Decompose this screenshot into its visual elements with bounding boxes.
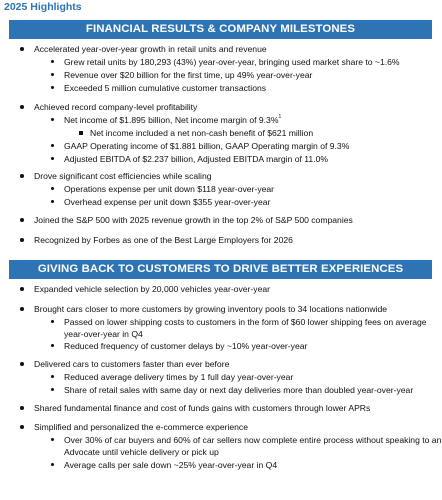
bullet-faster-delivery: Delivered cars to customers faster than ever before <box>34 359 230 369</box>
page-title: 2025 Highlights <box>4 1 82 13</box>
section-banner-customers: GIVING BACK TO CUSTOMERS TO DRIVE BETTER EXPERIENCES <box>9 260 432 279</box>
net-income-text: Net income of $1.895 billion, Net income margin of 9.3% <box>64 115 279 125</box>
subbullet-self-serve-cont: Advocate until vehicle delivery or pick up <box>64 447 219 457</box>
footnote-marker: 1 <box>278 114 282 120</box>
bullet-inventory-pools: Brought cars closer to more customers by growing inventory pools to 34 locations nationwide <box>34 304 387 314</box>
subbullet-calls-per-sale: Average calls per sale down ~25% year-over-year in Q4 <box>64 460 278 470</box>
subbullet-transactions: Exceeded 5 million cumulative customer transactions <box>64 83 267 93</box>
bullet-vehicle-selection: Expanded vehicle selection by 20,000 vehicles year-over-year <box>34 284 270 294</box>
subbullet-delivery-times: Reduced average delivery times by 1 full day year-over-year <box>64 372 294 382</box>
section-banner-financial: FINANCIAL RESULTS & COMPANY MILESTONES <box>9 20 432 39</box>
bullet-cost-efficiencies: Drove significant cost efficiencies while scaling <box>34 171 212 181</box>
subsubbullet-non-cash: Net income included a net non-cash benefit of $621 million <box>90 128 314 138</box>
subbullet-retail-units: Grew retail units by 180,293 (43%) year-over-year, bringing used market share to ~1.6% <box>64 57 400 67</box>
bullet-growth: Accelerated year-over-year growth in retail units and revenue <box>34 44 267 54</box>
subbullet-self-serve: Over 30% of car buyers and 60% of car sellers now complete entire process without speaking to an <box>64 435 442 445</box>
subbullet-operating-income: GAAP Operating income of $1.881 billion, GAAP Operating margin of 9.3% <box>64 141 350 151</box>
subbullet-overhead-expense: Overhead expense per unit down $355 year-over-year <box>64 197 271 207</box>
subbullet-revenue: Revenue over $20 billion for the first time, up 49% year-over-year <box>64 70 313 80</box>
bullet-forbes: Recognized by Forbes as one of the Best Large Employers for 2026 <box>34 235 293 245</box>
subbullet-shipping-fees: Passed on lower shipping costs to customers in the form of $60 lower shipping fees on average <box>64 317 427 327</box>
subbullet-adjusted-ebitda: Adjusted EBITDA of $2.237 billion, Adjusted EBITDA margin of 11.0% <box>64 154 329 164</box>
subbullet-operations-expense: Operations expense per unit down $118 year-over-year <box>64 184 275 194</box>
bullet-lower-aprs: Shared fundamental finance and cost of funds gains with customers through lower APRs <box>34 403 371 413</box>
bullet-sp500: Joined the S&P 500 with 2025 revenue growth in the top 2% of S&P 500 companies <box>34 215 353 225</box>
subbullet-customer-delays: Reduced frequency of customer delays by ~10% year-over-year <box>64 341 308 351</box>
subbullet-net-income <box>64 114 281 126</box>
bullet-profitability: Achieved record company-level profitability <box>34 102 198 112</box>
subbullet-same-day: Share of retail sales with same day or next day deliveries more than doubled year-over-year <box>64 385 414 395</box>
bullet-ecommerce: Simplified and personalized the e-commerce experience <box>34 422 249 432</box>
subbullet-shipping-fees-cont: year-over-year in Q4 <box>64 329 143 339</box>
